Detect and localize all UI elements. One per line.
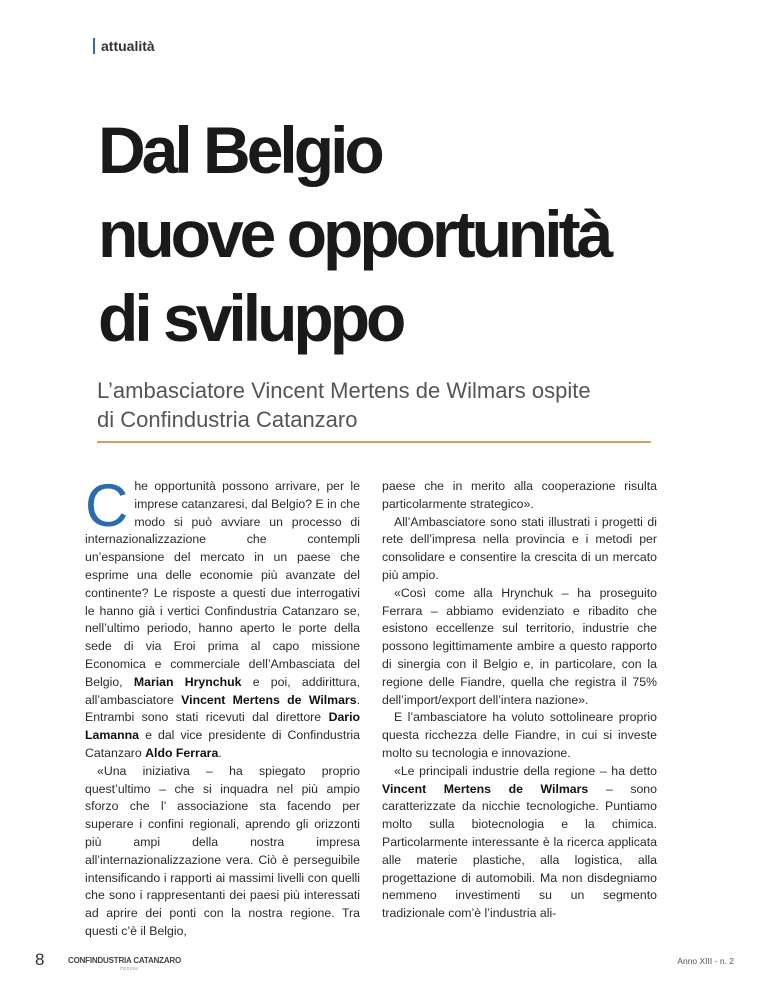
text-run: e dal vice presidente di Confindustria Catanzaro: [85, 728, 360, 760]
footer-brand: CONFINDUSTRIA CATANZARO: [68, 956, 182, 965]
text-run: «Le principali industrie della regione – ha detto: [394, 763, 657, 778]
paragraph: E l’ambasciatore ha voluto sottolineare proprio questa ricchezza delle Fiandre, in cui si investe molto su tecnologia e innovazione.: [382, 710, 657, 760]
text-run: . Entrambi sono stati ricevuti dal direttore: [85, 692, 360, 725]
subtitle-line-2: di Confindustria Catanzaro: [97, 407, 358, 432]
headline-line-1: Dal Belgio: [98, 113, 381, 187]
paragraph: [85, 472, 360, 763]
headline: [98, 108, 609, 360]
subtitle-line-1: L’ambasciatore Vincent Mertens de Wilmars ospite: [97, 378, 591, 403]
drop-cap: C: [85, 472, 129, 539]
paragraph: paese che in merito alla cooperazione risulta particolarmente strategico».: [382, 479, 657, 511]
divider-rule: [97, 441, 651, 443]
person-name: Marian Hrynchuk: [133, 674, 242, 689]
paragraph: «Così come alla Hrynchuk – ha proseguito Ferrara – abbiamo evidenziato e ribadito che esistono eccellenze sul territorio, industrie che possono legittimamente ambire a questo rapporto di sinergia con il Belgio e, in particolare, con la regione delle Fiandre, quella che registra il 75% dell’import/export dell’intera nazione».: [382, 585, 657, 707]
paragraph: «Una iniziativa – ha spiegato proprio quest’ultimo – che si inquadra nel più ampio sforzo che l’ associazione sta facendo per superare i confini regionali, aprendo gli orizzonti più ampi della nostra impresa all’internazionalizzazione vera. Ciò è perseguibile intensificando i rapporti ai massimi livelli con quelli che sono i rappresentanti dei paesi più interessati ad aprire dei ponti con la nostra regione. Tra questi c’è il Belgio,: [85, 763, 360, 938]
paragraph: All’Ambasciatore sono stati illustrati i progetti di rete dell’impresa nella provincia e i metodi per consolidare e consentire la crescita di un mercato più ampio.: [382, 514, 657, 582]
text-run: he opportunità possono arrivare, per le imprese catanzaresi, dal Belgio? E in che modo si può avviare un processo di internazionalizzazione che contempli un’espansione del mercato in un paese che esprime una delle economie più avanzate del continente? Le risposte a questi due interrogativi le hanno già i vertici Confindustria Catanzaro se, nell’ultimo periodo, hanno aperto le porte della sede di via Eroi prima al capo missione Economica e commerciale dell’Ambasciata del Belgio,: [85, 479, 360, 689]
person-name: Vincent Mertens de Wilmars: [382, 781, 589, 796]
text-run: – sono caratterizzate da nicchie tecnologiche. Puntiamo molto sulla biotecnologia e la chimica. Particolarmente interessante è la ricerca applicata alle materie plastiche, alla logistica, alla progettazione di automobili. Ma non disdegniamo nemmeno investimenti su un segmento tradizionale com’è l’industria ali-: [382, 781, 657, 921]
page-number: 8: [35, 950, 45, 969]
text-run: .: [218, 745, 222, 760]
person-name: Vincent Mertens de Wilmars: [181, 692, 357, 707]
person-name: Aldo Ferrara: [145, 745, 219, 760]
subtitle: [97, 376, 677, 434]
section-tag: attualità: [93, 38, 155, 54]
person-name: Dario Lamanna: [85, 710, 360, 743]
headline-line-2: nuove opportunità: [98, 197, 610, 271]
article-column-1: [85, 472, 360, 941]
headline-line-3: di sviluppo: [98, 281, 403, 355]
paragraph: [382, 763, 657, 923]
footer-brand-sub: impresa: [120, 966, 138, 972]
text-run: e poi, addirittura, all’ambasciatore: [85, 674, 360, 707]
article-column-2: [382, 478, 657, 923]
issue-label: Anno XIII - n. 2: [677, 956, 734, 966]
